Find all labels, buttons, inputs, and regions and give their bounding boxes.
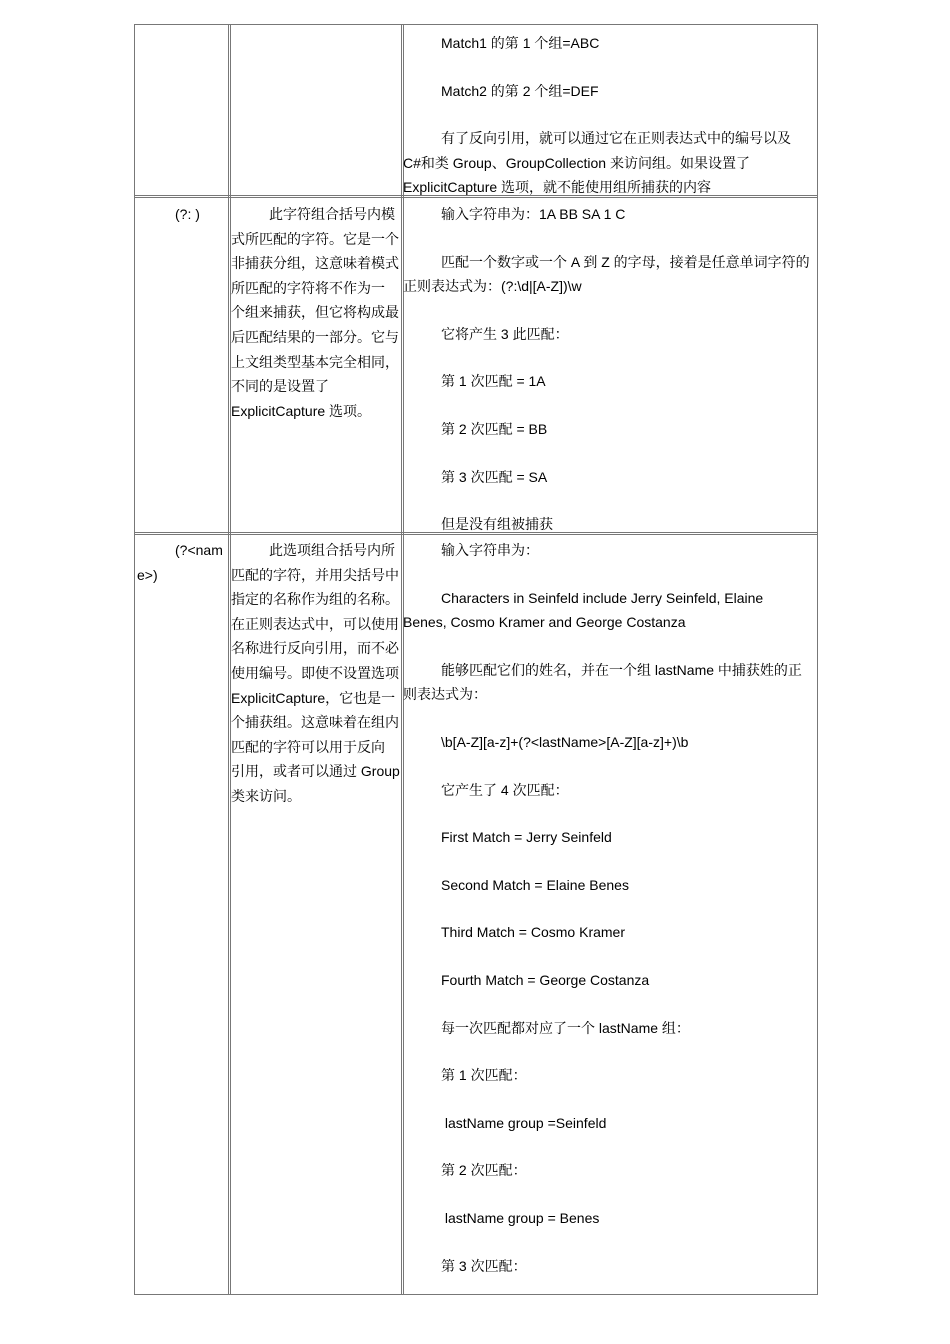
blank-line	[403, 103, 817, 126]
row-2-meaning-cell	[231, 202, 401, 423]
table-text-line: C#和类 Group、GroupCollection 来访问组。如果设置了	[403, 154, 750, 171]
blank-line	[403, 299, 817, 322]
table-text-line: 此选项组合括号内所	[269, 542, 395, 558]
table-text-line: 类来访问。	[231, 787, 301, 804]
table-text-line: Match1 的第 1 个组=ABC	[441, 35, 600, 51]
table-text-line: 匹配的字符可以用于反向	[231, 738, 385, 755]
table-text-line: 第 1 次匹配 = 1A	[441, 373, 546, 390]
table-text-line: 指定的名称作为组的名称。	[231, 591, 399, 608]
table-text-line: 第 1 次匹配：	[441, 1067, 527, 1084]
blank-line	[403, 394, 817, 417]
row-3-example-cell	[403, 538, 817, 1278]
table-text-line: 正则表达式为：(?:\d|[A-Z])\w	[403, 278, 582, 295]
table-text-line: 使用编号。即使不设置选项	[231, 664, 399, 681]
blank-line	[403, 1183, 817, 1206]
blank-line	[403, 755, 817, 778]
table-text-line: 匹配一个数字或一个 A 到 Z 的字母，接着是任意单词字符的	[441, 253, 810, 270]
blank-line	[403, 346, 817, 369]
table-text-line: 个组来捕获，但它将构成最	[231, 304, 399, 321]
table-text-line: 第 3 次匹配 = SA	[441, 468, 548, 485]
table-text-line: 上文组类型基本完全相同，	[231, 353, 399, 370]
table-text-line: 但是没有组被捕获	[441, 516, 553, 533]
row-2-syntax-cell	[137, 202, 227, 227]
table-text-line: Match2 的第 2 个组=DEF	[441, 82, 599, 99]
blank-line	[403, 850, 817, 873]
table-text-line: 在正则表达式中，可以使用	[231, 615, 399, 632]
table-text-line: 第 3 次匹配：	[441, 1257, 527, 1274]
syntax-text: e>)	[137, 566, 158, 583]
row-2-example-cell	[403, 202, 817, 537]
row-3-meaning-cell	[231, 538, 401, 809]
table-text-line: 匹配的字符，并用尖括号中	[231, 566, 399, 583]
blank-line	[403, 442, 817, 465]
blank-line	[403, 1135, 817, 1158]
table-text-line: Third Match = Cosmo Kramer	[441, 924, 625, 941]
table-text-line: 则表达式为：	[403, 686, 487, 703]
table-text-line: 名称进行反向引用，而不必	[231, 640, 399, 657]
blank-line	[403, 1088, 817, 1111]
blank-line	[403, 945, 817, 968]
table-text-line: ExplicitCapture 选项。	[231, 402, 372, 419]
row-3-syntax-cell	[137, 538, 227, 587]
table-text-line: 个捕获组。这意味着在组内	[231, 714, 399, 731]
table-text-line: 第 2 次匹配：	[441, 1162, 527, 1179]
blank-line	[403, 1231, 817, 1254]
regex-code-line: \b[A-Z][a-z]+(?<lastName>[A-Z][a-z]+)\b	[441, 733, 689, 750]
table-text-line: 每一次匹配都对应了一个 lastName 组：	[441, 1019, 690, 1036]
table-text-line: 输入字符串为：1A BB SA 1 C	[441, 206, 626, 222]
blank-line	[403, 563, 817, 586]
blank-line	[403, 802, 817, 825]
table-text-line: lastName group = Benes	[441, 1209, 600, 1226]
blank-line	[403, 897, 817, 920]
table-text-line: 式所匹配的字符。它是一个	[231, 230, 399, 247]
table-text-line: 它产生了 4 次匹配：	[441, 781, 569, 798]
syntax-table	[134, 24, 818, 1295]
table-text-line: ExplicitCapture 选项，就不能使用组所捕获的内容	[403, 179, 712, 196]
table-text-line: 不同的是设置了	[231, 378, 329, 395]
syntax-text: (?<nam	[175, 542, 223, 558]
table-text-line: 所匹配的字符将不作为一	[231, 279, 385, 296]
table-text-line: 非捕获分组，这意味着模式	[231, 255, 399, 272]
table-text-line: 后匹配结果的一部分。它与	[231, 328, 399, 345]
table-text-line: Fourth Match = George Costanza	[441, 971, 650, 988]
table-text-line: 引用，或者可以通过 Group	[231, 763, 400, 780]
blank-line	[403, 707, 817, 730]
table-text-line: 第 2 次匹配 = BB	[441, 420, 548, 437]
table-text-line: 此字符组合括号内模	[269, 206, 395, 222]
table-text-line: 它将产生 3 此匹配：	[441, 325, 569, 342]
table-text-line: First Match = Jerry Seinfeld	[441, 829, 612, 846]
syntax-text: (?: )	[175, 206, 200, 222]
row-1-description-cell	[403, 31, 817, 200]
table-text-line: ExplicitCapture，它也是一	[231, 689, 396, 706]
blank-line	[403, 1040, 817, 1063]
table-text-line: 输入字符串为：	[441, 542, 539, 558]
blank-line	[403, 993, 817, 1016]
table-text-line: 能够匹配它们的姓名，并在一个组 lastName 中捕获姓的正	[441, 661, 802, 678]
table-text-line: Characters in Seinfeld include Jerry Seinfeld, Elaine	[441, 589, 764, 606]
blank-line	[403, 489, 817, 512]
blank-line	[403, 635, 817, 658]
table-text-line: Second Match = Elaine Benes	[441, 876, 629, 893]
blank-line	[403, 227, 817, 250]
blank-line	[403, 56, 817, 79]
table-text-line: lastName group =Seinfeld	[441, 1114, 607, 1131]
table-text-line: 有了反向引用，就可以通过它在正则表达式中的编号以及	[441, 130, 791, 147]
table-text-line: Benes, Cosmo Kramer and George Costanza	[403, 614, 686, 631]
